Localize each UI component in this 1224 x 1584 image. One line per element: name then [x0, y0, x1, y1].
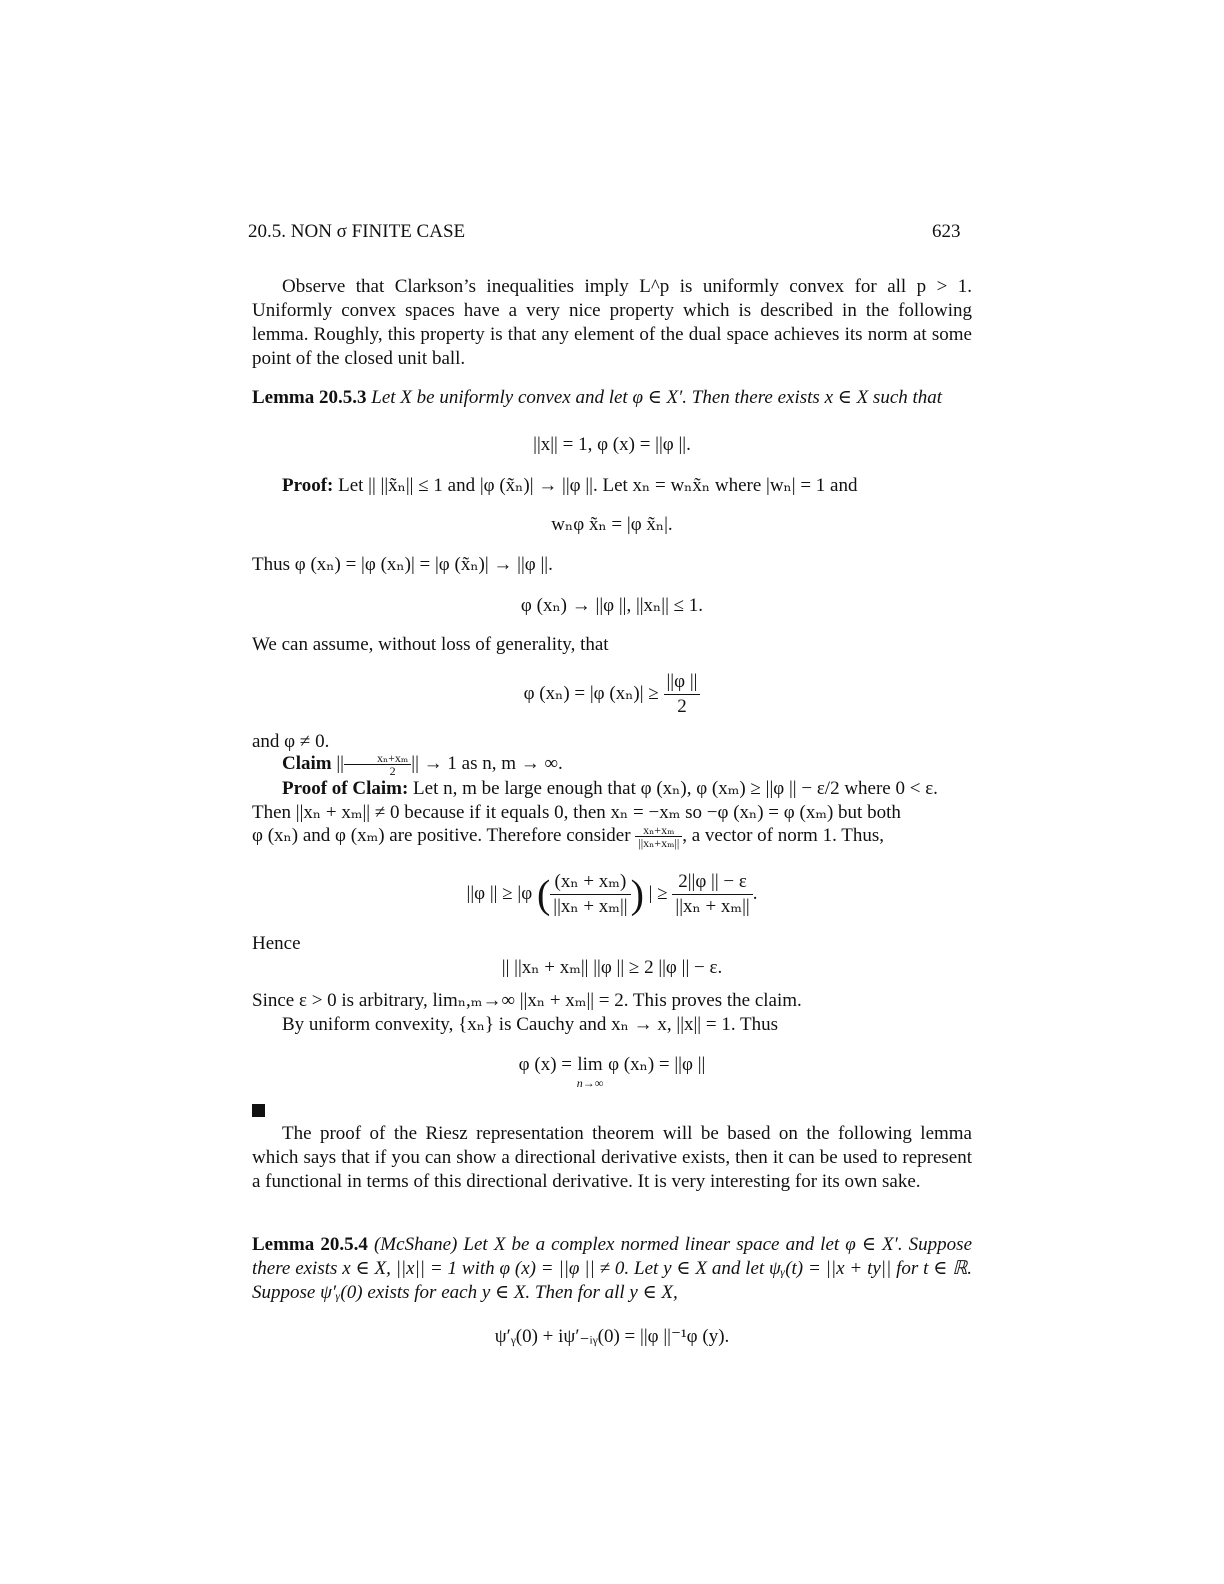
rhs-denominator: ||xₙ + xₘ|| [675, 896, 750, 917]
equation-lhs: φ (x) = [518, 1054, 573, 1075]
lim-subscript: n→∞ [576, 1076, 604, 1090]
fraction-numerator: ||φ || [664, 670, 701, 695]
claim-fraction-denominator: 2 [389, 764, 396, 779]
lemma-label: Lemma 20.5.4 [252, 1234, 368, 1255]
proof-of-claim-text-3: φ (xₙ) and φ (xₘ) are positive. Therefore consider [252, 825, 631, 846]
equation-mcshane: ψ′ᵧ(0) + iψ′₋ᵢᵧ(0) = ||φ ||⁻¹φ (y). [494, 1326, 730, 1347]
claim-norm-open: || [336, 753, 344, 774]
lemma-20-5-4 [252, 1233, 972, 1305]
limit-operator [577, 1053, 604, 1089]
proof-of-claim-text-3b: , a vector of norm 1. Thus, [682, 825, 884, 846]
equation-limit [252, 1053, 972, 1089]
equation-rhs: φ (xₙ) = ||φ || [608, 1054, 706, 1075]
lim-label: lim [577, 1054, 603, 1075]
inner-fraction [550, 870, 630, 919]
paragraph-riesz: The proof of the Riesz representation theorem will be based on the following lemma which says that if you can show a directional derivative exists, then it can be used to represent a functional in terms of this directional derivative. It is very interesting for its own sake. [252, 1123, 972, 1192]
claim [252, 752, 972, 777]
claim-text: || → 1 as n, m → ∞. [411, 753, 563, 774]
proof-of-claim-line-3 [252, 824, 972, 849]
equation-hence: || ||xₙ + xₘ|| ||φ || ≥ 2 ||φ || − ε. [501, 957, 723, 978]
proof-paragraph [252, 474, 972, 498]
inner-numerator: (xₙ + xₘ) [550, 870, 630, 895]
equation-norm-bound: ||φ || ≥ |φ ( $\frac{\text{(xₙ + xₘ)}}{\text{||xₙ + xₘ||}}$ ) | ≥ $\frac{2||\varphi || - \varepsilon}{\text{||xₙ + xₘ||}}$ . [466, 871, 758, 917]
equation-lhs: ||φ || ≥ |φ [466, 882, 533, 904]
paragraph-since-epsilon: Since ε > 0 is arbitrary, limₙ,ₘ→∞ ||xₙ + xₘ|| = 2. This proves the claim. [252, 990, 802, 1011]
claim-label: Claim [282, 753, 332, 774]
lemma-20-5-3 [252, 386, 972, 410]
proof-of-claim-label: Proof of Claim: [282, 778, 409, 799]
paragraph-intro: Observe that Clarkson’s inequalities imply L^p is uniformly convex for all p > 1. Uniformly convex spaces have a very nice property which is described in the following lemma. Roughly, this property is that any element of the dual space achieves its norm at some point of the closed unit ball. [252, 276, 972, 369]
equation-half-norm [252, 670, 972, 719]
running-header-section: 20.5. NON σ FINITE CASE [248, 221, 466, 242]
proof-text: Let || ||x̃ₙ|| ≤ 1 and |φ (x̃ₙ)| → ||φ ||. Let xₙ = wₙx̃ₙ where |wₙ| = 1 and [338, 475, 858, 496]
proof-label: Proof: [282, 475, 334, 496]
fraction-denominator: 2 [677, 696, 687, 717]
unit-vector-numerator: xₙ+xₘ [635, 824, 682, 837]
paragraph-hence: Hence [252, 933, 301, 954]
claim-fraction [344, 752, 411, 777]
lemma-statement: (McShane) Let X be a complex normed linear space and let φ ∈ X′. Suppose there exists x ∈ X, ||x|| = 1 with φ (x) = ||φ || ≠ 0. Let y ∈ X and let ψᵧ(t) = ||x + ty|| for t ∈ ℝ. Suppose ψ′ᵧ(0) exists for each y ∈ X. Then for all y ∈ X, [252, 1234, 972, 1303]
proof-of-claim-line-2: Then ||xₙ + xₘ|| ≠ 0 because if it equals 0, then xₙ = −xₘ so −φ (xₙ) = φ (xₘ) but both [252, 802, 901, 823]
rhs-fraction [672, 870, 752, 919]
paragraph-phi-nonzero: and φ ≠ 0. [252, 731, 330, 752]
equation-norm-attained: ||x|| = 1, φ (x) = ||φ ||. [533, 434, 691, 455]
paragraph-thus: Thus φ (xₙ) = |φ (xₙ)| = |φ (x̃ₙ)| → ||φ ||. [252, 554, 553, 575]
unit-vector-denominator: ||xₙ+xₘ|| [638, 836, 680, 851]
unit-vector-fraction [635, 824, 682, 849]
page-number: 623 [932, 221, 961, 242]
equation-mid: | ≥ [648, 882, 668, 904]
qed-square [252, 1104, 265, 1117]
proof-of-claim-text-1: Let n, m be large enough that φ (xₙ), φ (xₘ) ≥ ||φ || − ε/2 where 0 < ε. [413, 778, 938, 799]
fraction [664, 670, 701, 719]
paragraph-wlog: We can assume, without loss of generality, that [252, 634, 609, 655]
equation-wn: wₙφ x̃ₙ = |φ x̃ₙ|. [551, 514, 673, 535]
lemma-statement: Let X be uniformly convex and let φ ∈ X′. Then there exists x ∈ X such that [371, 387, 943, 408]
inner-denominator: ||xₙ + xₘ|| [553, 896, 628, 917]
claim-fraction-numerator: xₙ+xₘ [344, 752, 411, 765]
rhs-numerator: 2||φ || − ε [672, 870, 752, 895]
equation-lhs: φ (xₙ) = |φ (xₙ)| ≥ [523, 682, 659, 704]
equation-convergence: φ (xₙ) → ||φ ||, ||xₙ|| ≤ 1. [520, 595, 704, 616]
proof-of-claim-line-1 [252, 777, 972, 801]
lemma-label: Lemma 20.5.3 [252, 387, 367, 408]
paragraph-uniform-convexity: By uniform convexity, {xₙ} is Cauchy and xₙ → x, ||x|| = 1. Thus [282, 1014, 778, 1035]
